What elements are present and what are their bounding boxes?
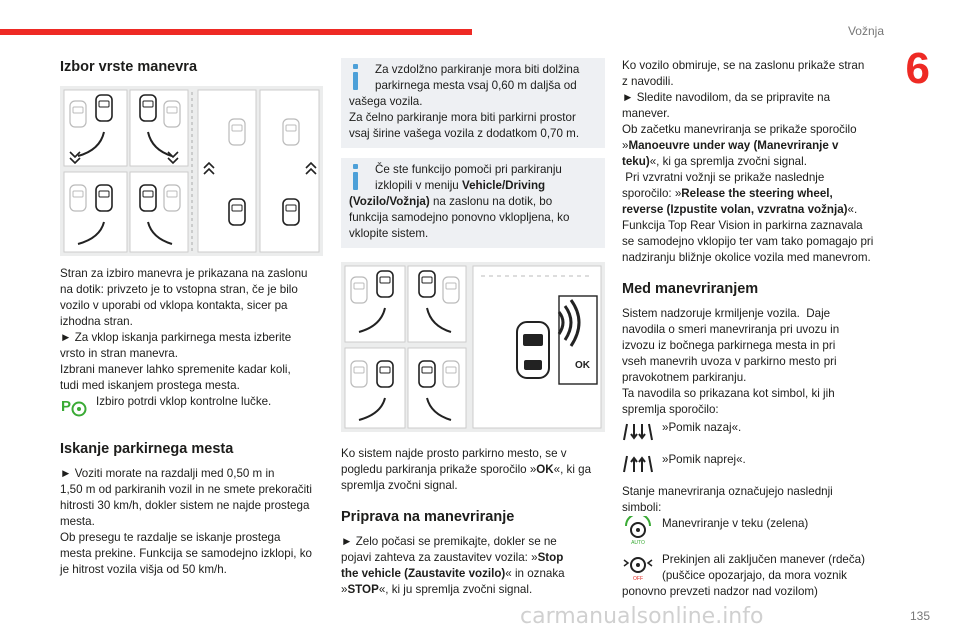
text-line: Ob presegu te razdalje se iskanje prostega	[60, 531, 281, 544]
message-text: the vehicle (Zaustavite vozilo)	[341, 567, 506, 580]
text-run: «, ki ga	[553, 463, 592, 476]
info-note-dimensions	[341, 58, 605, 148]
text-line: (puščice opozarjajo, da mora voznik	[662, 569, 847, 582]
text-line	[622, 202, 886, 218]
indicator-note-text: Izbiro potrdi vklop kontrolne lučke.	[96, 395, 272, 408]
text-run: »	[622, 139, 629, 152]
maneuver-selection-figure	[60, 86, 323, 256]
text-line	[349, 194, 597, 210]
message-text: Stop	[537, 551, 564, 564]
text-line: Izbrani manever lahko spremenite kadar koli,	[60, 363, 291, 376]
text-line: izvozu iz bočnega parkirnega mesta in pri	[622, 339, 836, 352]
space-found-figure	[341, 262, 605, 432]
text-line: Ob začetku manevriranja se prikaže sporočilo	[622, 123, 857, 136]
text-line: hitrosti 30 km/h, dokler sistem ne najde prostega	[60, 499, 310, 512]
message-text: Release the steering wheel,	[681, 187, 833, 200]
text-line: Za čelno parkiranje mora biti parkirni prostor	[349, 111, 576, 124]
text-line: Pri vzvratni vožnji se prikaže naslednje	[622, 171, 825, 184]
text-run: «.	[847, 203, 858, 216]
text-line	[622, 154, 886, 170]
paragraph-instructions	[622, 58, 886, 266]
text-run: « in oznaka	[505, 567, 565, 580]
info-icon	[353, 164, 358, 190]
text-line: vsaj širine vašega vozila z dodatkom 0,70 m.	[349, 127, 580, 140]
backward-label: »Pomik nazaj«.	[662, 421, 742, 434]
text-line: ► Zelo počasi se premikajte, dokler se ne	[341, 535, 557, 548]
text-line	[349, 178, 597, 194]
header-accent-bar	[0, 29, 472, 35]
maneuver-active-green-icon	[622, 516, 654, 546]
text-line: parkirnega mesta vsaj 0,60 m daljša od	[375, 79, 577, 92]
maneuver-stopped-red-icon	[622, 552, 654, 582]
menu-path: Vehicle/Driving	[461, 179, 546, 192]
text-line: Stran za izbiro manevra je prikazana na zaslonu	[60, 267, 308, 280]
paragraph-status-symbols	[622, 484, 886, 516]
text-line	[622, 186, 886, 202]
text-line	[341, 550, 605, 566]
status-active-label: Manevriranje v teku (zelena)	[662, 517, 809, 530]
text-line: je hitrost vozila višja od 50 km/h.	[60, 563, 227, 576]
column-1	[60, 58, 323, 578]
text-line: Funkcija Top Rear Vision in parkirna zaznavala	[622, 219, 863, 232]
paragraph-during-maneuver	[622, 306, 886, 418]
text-line: izhodna stran.	[60, 315, 133, 328]
heading-during-maneuver: Med manevriranjem	[622, 281, 759, 297]
text-line: spremlja zvočni signal.	[341, 479, 458, 492]
text-run: na zaslonu na dotik, bo	[429, 195, 553, 208]
column-2	[341, 58, 605, 598]
heading-space-search: Iskanje parkirnega mesta	[60, 441, 234, 457]
text-run: »	[341, 583, 348, 596]
text-line: ► Voziti morate na razdalji med 0,50 m in	[60, 467, 275, 480]
park-assist-indicator-icon	[60, 396, 88, 418]
text-line: Stanje manevriranja označujejo naslednji	[622, 485, 833, 498]
text-line: 1,50 m od parkiranih vozil in ne smete prekoračiti	[60, 483, 312, 496]
text-line: tudi med iskanjem prostega mesta.	[60, 379, 240, 392]
paragraph-preparation	[341, 534, 605, 598]
text-line: vašega vozila.	[349, 95, 423, 108]
text-line	[341, 582, 605, 598]
text-line: vseh manevrih uvoza v parkirno mesto pri	[622, 355, 837, 368]
menu-path: (Vozilo/Vožnja)	[349, 195, 430, 208]
status-interrupted	[622, 552, 886, 584]
column-3	[622, 58, 886, 600]
text-line: se samodejno vklopijo ter vam tako pomagajo pri	[622, 235, 874, 248]
text-line: spremlja sporočilo:	[622, 403, 719, 416]
svg-text:P: P	[61, 398, 72, 415]
text-line: ► Za vklop iskanja parkirnega mesta izberite	[60, 331, 292, 344]
move-forward-icon	[622, 452, 654, 474]
message-text: STOP	[347, 583, 379, 596]
text-line: z navodili.	[622, 75, 674, 88]
text-line: Za vzdolžno parkiranje mora biti dolžina	[375, 63, 580, 76]
maneuver-type-illustration	[60, 86, 323, 256]
watermark: carmanualsonline.info	[520, 604, 764, 629]
message-text: reverse (Izpustite volan, vzvratna vožnja)	[622, 203, 848, 216]
text-run: pojavi zahteva za zaustavitev vozila: »	[341, 551, 538, 564]
paragraph-maneuver-selection	[60, 266, 323, 394]
text-line: pravokotnem parkiranju.	[622, 371, 747, 384]
ok-label: OK	[575, 360, 590, 371]
text-run: «, ki ju spremlja zvočni signal.	[378, 583, 533, 596]
text-line: mesta prekine. Funkcija se samodejno izklopi, ko	[60, 547, 312, 560]
paragraph-space-found	[341, 446, 605, 494]
page-number: 135	[909, 609, 930, 623]
text-line: funkcija samodejno ponovno vklopljena, ko	[349, 211, 570, 224]
off-text: OFF	[633, 576, 643, 582]
text-line: manever.	[622, 107, 670, 120]
move-backward-icon	[622, 420, 654, 442]
text-line: nadziranju bližnje okolice vozila med manevrom.	[622, 251, 871, 264]
text-run: izklopili v meniju	[375, 179, 462, 192]
message-text: Manoeuvre under way (Manevriranje v	[628, 139, 839, 152]
text-line: Ko sistem najde prosto parkirno mesto, se v	[341, 447, 567, 460]
text-line: vrsto in stran manevra.	[60, 347, 178, 360]
heading-maneuver-type: Izbor vrste manevra	[60, 59, 198, 75]
status-interrupted-label	[662, 552, 865, 584]
forward-label: »Pomik naprej«.	[662, 453, 746, 466]
text-line: ponovno prevzeti nadzor nad vozilom)	[622, 585, 818, 598]
paragraph-space-search	[60, 466, 323, 578]
text-line: Prekinjen ali zaključen manever (rdeča)	[662, 553, 865, 566]
text-line: na dotik: privzeto je to vstopna stran, če je bilo	[60, 283, 298, 296]
text-line: Sistem nadzoruje krmiljenje vozila. Daje	[622, 307, 831, 320]
text-line: Ko vozilo obmiruje, se na zaslonu prikaže stran	[622, 59, 865, 72]
reverse-instruction	[622, 420, 886, 442]
text-run: sporočilo: »	[622, 187, 682, 200]
text-line: mesta.	[60, 515, 95, 528]
indicator-note	[60, 396, 323, 418]
space-found-illustration	[341, 262, 605, 432]
text-line: navodila o smeri manevriranja pri uvozu in	[622, 323, 840, 336]
text-line: ► Sledite navodilom, da se pripravite na	[622, 91, 831, 104]
info-note-reactivation	[341, 158, 605, 248]
chapter-title: Vožnja	[847, 24, 884, 38]
message-text: teku)	[622, 155, 650, 168]
text-line	[341, 566, 605, 582]
text-run: pogledu parkiranja prikaže sporočilo »	[341, 463, 537, 476]
heading-preparation: Priprava na manevriranje	[341, 509, 515, 525]
own-car-icon	[517, 322, 549, 378]
auto-text: AUTO	[631, 540, 645, 546]
text-line: vklopite sistem.	[349, 227, 429, 240]
text-line: simboli:	[622, 501, 662, 514]
info-icon	[353, 64, 358, 90]
forward-instruction	[622, 452, 886, 474]
status-active	[622, 516, 886, 546]
text-line: vozilo v uporabi od vklopa kontakta, sicer pa	[60, 299, 288, 312]
text-run: «, ki ga spremlja zvočni signal.	[649, 155, 807, 168]
text-line	[622, 138, 886, 154]
chapter-number: 6	[905, 44, 930, 93]
text-line: Če ste funkcijo pomoči pri parkiranju	[375, 163, 562, 176]
text-line: Ta navodila so prikazana kot simbol, ki jih	[622, 387, 835, 400]
message-text: OK	[536, 463, 554, 476]
text-line	[341, 462, 605, 478]
